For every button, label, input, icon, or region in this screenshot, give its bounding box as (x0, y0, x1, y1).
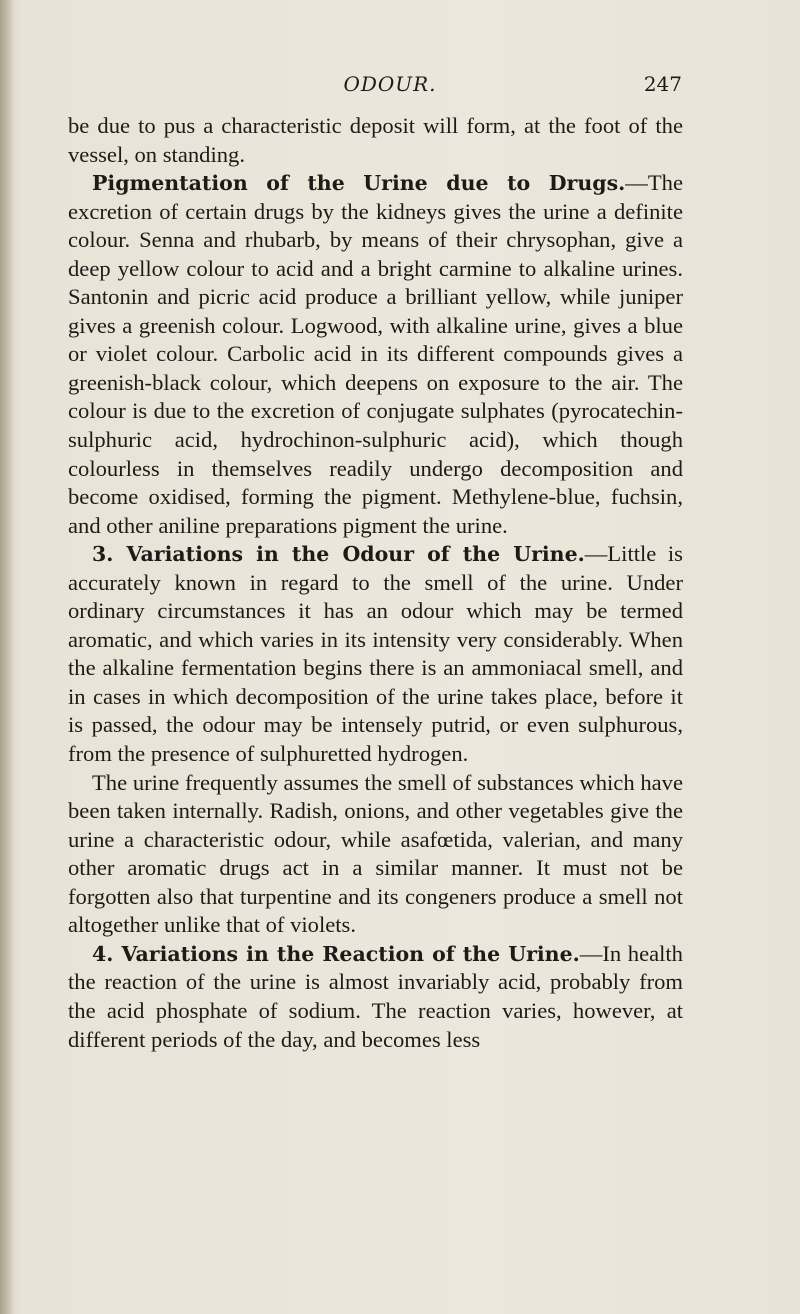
paragraph-pigmentation (68, 169, 683, 540)
section-heading: Pigmentation of the Urine due to Drugs. (92, 171, 626, 196)
page-number: 247 (643, 72, 682, 96)
paragraph-body: The urine frequently assumes the smell of substances which have been taken internally. Radish, onions, and other vegetables give the urine a characteristic odour, while asafœtida, valerian, and many other aromatic drugs act in a similar manner. It must not be forgotten also that turpentine and its congeners produce a smell not altogether unlike that of violets. (68, 769, 683, 938)
body-text (68, 112, 683, 1054)
paragraph-reaction (68, 940, 683, 1054)
paragraph-odour-substances (68, 769, 683, 940)
running-head-title: ODOUR. (343, 72, 437, 96)
paragraph-body: —In health the reaction of the urine is almost invariably acid, probably from the acid phosphate of sodium. The reaction varies, however, at different periods of the day, and becomes less (68, 940, 683, 1052)
paragraph-odour (68, 540, 683, 768)
section-heading: 3. Variations in the Odour of the Urine. (92, 542, 585, 567)
paragraph-body: —The excretion of certain drugs by the kidneys gives the urine a definite colour. Senna and rhubarb, by means of their chrysophan, give a deep yellow colour to acid and a bright carmine to alkaline urines. Santonin and picric acid produce a brilliant yellow, while juniper gives a greenish colour. Logwood, with alkaline urine, gives a blue or violet colour. Carbolic acid in its different compounds gives a greenish-black colour, which deepens on exposure to the air. The colour is due to the excretion of conjugate sulphates (pyrocatechin-sulphuric acid, hydrochinon-sulphuric acid), which though colourless in themselves readily undergo decomposition and become oxidised, forming the pigment. Methylene-blue, fuchsin, and other aniline preparations pigment the urine. (68, 170, 683, 538)
page-gutter-shadow (0, 0, 14, 1314)
paragraph-body: be due to pus a characteristic deposit will form, at the foot of the vessel, on standing. (68, 113, 683, 167)
paragraph-body: —Little is accurately known in regard to the smell of the urine. Under ordinary circumstances it has an odour which may be termed aromatic, and which varies in its intensity very considerably. When the alkaline fermentation begins there is an ammoniacal smell, and in cases in which decomposition of the urine takes place, before it is passed, the odour may be intensely putrid, or even sulphurous, from the presence of sulphuretted hydrogen. (68, 541, 683, 767)
paragraph-continuation (68, 112, 683, 169)
running-head (0, 72, 800, 100)
section-heading: 4. Variations in the Reaction of the Urine. (92, 941, 580, 966)
